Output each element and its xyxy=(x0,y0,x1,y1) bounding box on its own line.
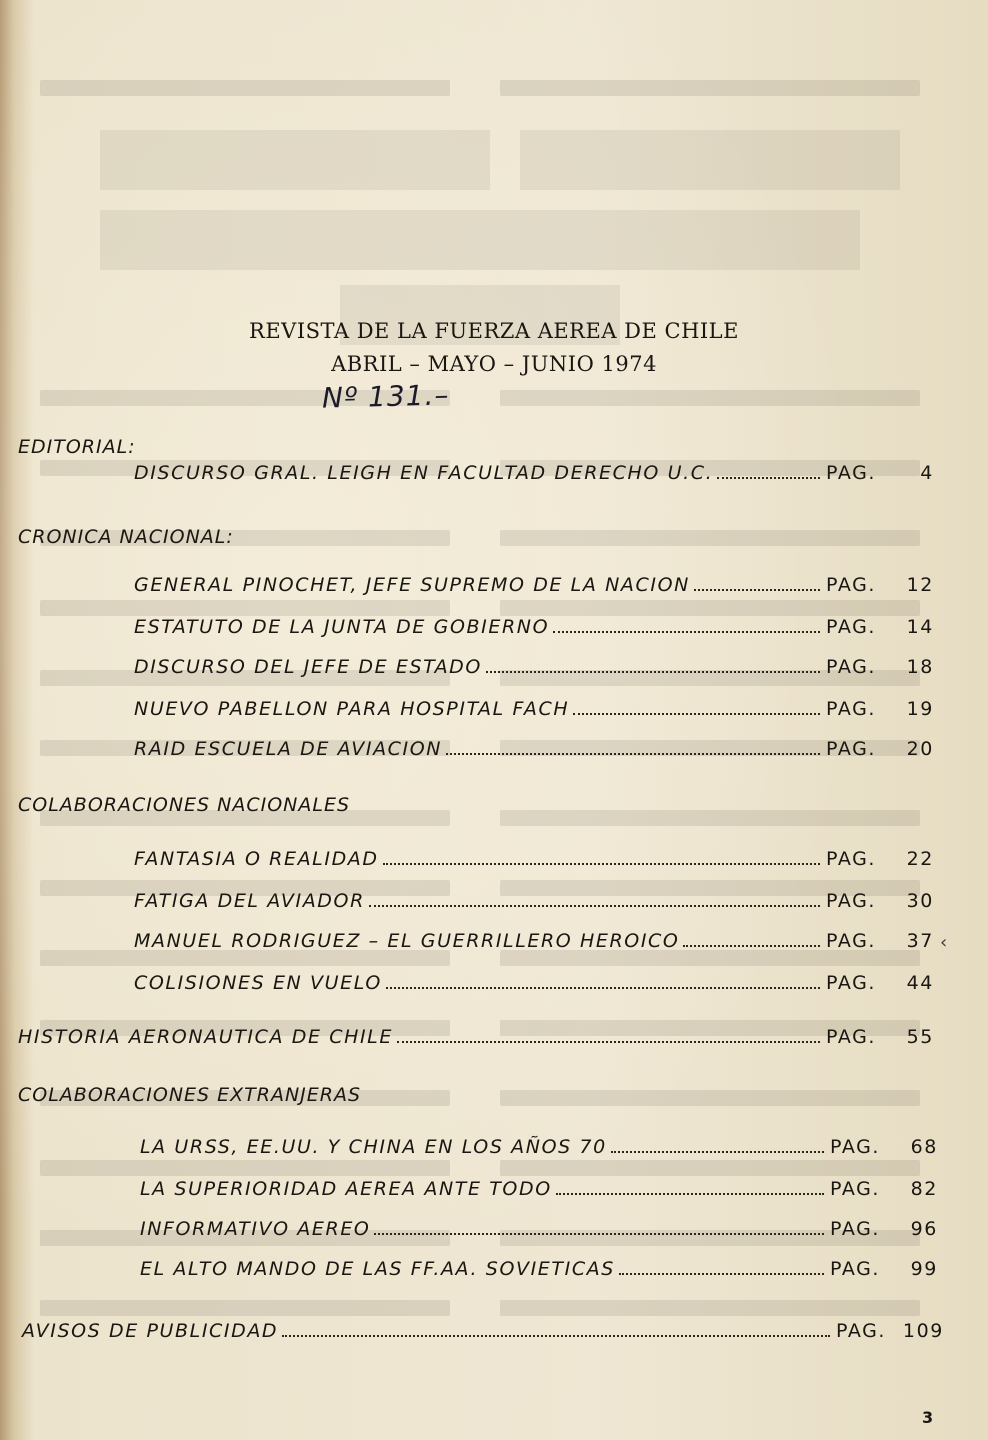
leader-dots xyxy=(486,671,820,673)
page-number: 19 xyxy=(906,698,934,720)
toc-entry xyxy=(140,1218,938,1240)
entry-title: FANTASIA O REALIDAD xyxy=(134,848,379,870)
toc-entry xyxy=(134,738,934,760)
toc-entry xyxy=(134,616,934,638)
entry-title: ESTATUTO DE LA JUNTA DE GOBIERNO xyxy=(134,616,550,638)
toc-entry xyxy=(134,930,934,952)
checkmark-icon: ‹ xyxy=(940,932,948,953)
page-number: 14 xyxy=(906,616,934,638)
entry-title: DISCURSO GRAL. LEIGH EN FACULTAD DERECHO U.C. xyxy=(134,462,714,484)
entry-title: INFORMATIVO AEREO xyxy=(140,1218,371,1240)
entry-title: LA SUPERIORIDAD AEREA ANTE TODO xyxy=(140,1178,552,1200)
toc-entry xyxy=(134,656,934,678)
toc-entry xyxy=(134,848,934,870)
leader-dots xyxy=(694,589,820,591)
section-heading-cronica: CRONICA NACIONAL: xyxy=(18,526,234,548)
page-label: PAG. xyxy=(826,462,877,484)
toc-entry xyxy=(140,1258,938,1280)
page-number: 20 xyxy=(906,738,934,760)
entry-title: DISCURSO DEL JEFE DE ESTADO xyxy=(134,656,482,678)
page-folio: 3 xyxy=(922,1408,934,1427)
page-number: 44 xyxy=(906,972,934,994)
leader-dots xyxy=(573,713,820,715)
page-label: PAG. xyxy=(826,1026,877,1048)
toc-entry xyxy=(134,462,934,484)
page-number: 12 xyxy=(906,574,934,596)
page-label: PAG. xyxy=(830,1178,881,1200)
entry-title: COLISIONES EN VUELO xyxy=(134,972,382,994)
page-label: PAG. xyxy=(830,1258,881,1280)
page-label: PAG. xyxy=(830,1218,881,1240)
leader-dots xyxy=(397,1041,820,1043)
magazine-title: REVISTA DE LA FUERZA AEREA DE CHILE xyxy=(249,319,739,343)
leader-dots xyxy=(717,477,820,479)
toc-entry xyxy=(134,972,934,994)
page-label: PAG. xyxy=(826,930,877,952)
page-label: PAG. xyxy=(826,656,877,678)
leader-dots xyxy=(386,987,820,989)
entry-title: NUEVO PABELLON PARA HOSPITAL FACH xyxy=(134,698,570,720)
leader-dots xyxy=(374,1233,824,1235)
page-label: PAG. xyxy=(826,972,877,994)
issue-number-handwritten: Nº 131.– xyxy=(321,378,450,415)
page-label: PAG. xyxy=(826,848,877,870)
entry-title: RAID ESCUELA DE AVIACION xyxy=(134,738,443,760)
toc-entry xyxy=(134,698,934,720)
page-label: PAG. xyxy=(826,698,877,720)
entry-title: AVISOS DE PUBLICIDAD xyxy=(22,1320,279,1342)
page-label: PAG. xyxy=(826,890,877,912)
page-number: 82 xyxy=(910,1178,938,1200)
section-heading-editorial: EDITORIAL: xyxy=(18,436,136,458)
page-label: PAG. xyxy=(826,738,877,760)
leader-dots xyxy=(556,1193,824,1195)
page-number: 4 xyxy=(920,462,934,484)
entry-title: LA URSS, EE.UU. Y CHINA EN LOS AÑOS 70 xyxy=(140,1136,607,1158)
page-label: PAG. xyxy=(830,1136,881,1158)
leader-dots xyxy=(683,945,820,947)
page-number: 109 xyxy=(902,1320,944,1342)
section-heading-colab-extranjeras: COLABORACIONES EXTRANJERAS xyxy=(18,1084,362,1106)
page-label: PAG. xyxy=(836,1320,887,1342)
leader-dots xyxy=(619,1273,824,1275)
leader-dots xyxy=(369,905,820,907)
toc-entry xyxy=(140,1178,938,1200)
entry-title: FATIGA DEL AVIADOR xyxy=(134,890,365,912)
page-number: 99 xyxy=(910,1258,938,1280)
entry-title: HISTORIA AERONAUTICA DE CHILE xyxy=(18,1026,393,1048)
leader-dots xyxy=(282,1335,830,1337)
toc-entry xyxy=(134,890,934,912)
page-number: 30 xyxy=(906,890,934,912)
page-number: 96 xyxy=(910,1218,938,1240)
toc-entry-historia xyxy=(18,1026,934,1048)
page-label: PAG. xyxy=(826,574,877,596)
leader-dots xyxy=(446,753,820,755)
page-label: PAG. xyxy=(826,616,877,638)
page-number: 68 xyxy=(910,1136,938,1158)
toc-entry-avisos xyxy=(22,1320,944,1342)
section-heading-colab-nacionales: COLABORACIONES NACIONALES xyxy=(18,794,351,816)
page-number: 18 xyxy=(906,656,934,678)
page-number: 22 xyxy=(906,848,934,870)
entry-title: GENERAL PINOCHET, JEFE SUPREMO DE LA NACION xyxy=(134,574,690,596)
leader-dots xyxy=(383,863,820,865)
entry-title: MANUEL RODRIGUEZ – EL GUERRILLERO HEROICO xyxy=(134,930,680,952)
leader-dots xyxy=(553,631,820,633)
page-number: 37 xyxy=(906,930,934,952)
toc-entry xyxy=(134,574,934,596)
leader-dots xyxy=(611,1151,824,1153)
toc-entry xyxy=(140,1136,938,1158)
issue-date: ABRIL – MAYO – JUNIO 1974 xyxy=(331,352,657,376)
page-number: 55 xyxy=(906,1026,934,1048)
entry-title: EL ALTO MANDO DE LAS FF.AA. SOVIETICAS xyxy=(140,1258,615,1280)
